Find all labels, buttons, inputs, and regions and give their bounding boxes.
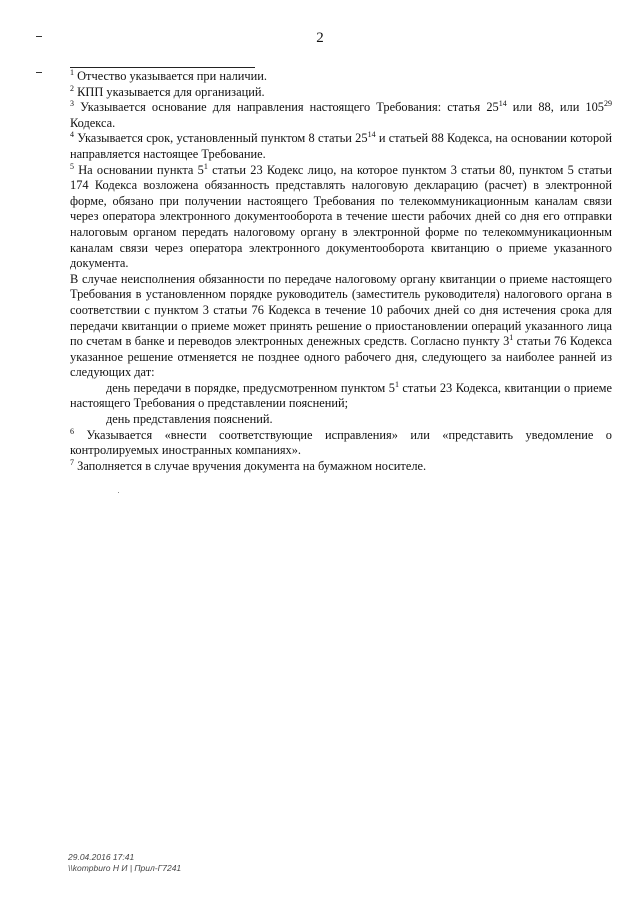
footnote-5-text-a: На основании пункта 5 xyxy=(78,162,204,177)
footnote-2 xyxy=(70,85,612,101)
footnote-4-text-a: Указывается срок, установленный пунктом 8 статьи 25 xyxy=(77,131,368,146)
footnote-5-item1-sup: 1 xyxy=(394,379,399,389)
footnote-3-text-c: Кодекса. xyxy=(70,115,116,130)
footnote-7-mark: 7 xyxy=(70,457,74,467)
margin-mark-top xyxy=(36,36,42,37)
footnote-2-mark: 2 xyxy=(70,83,74,93)
footnote-4 xyxy=(70,131,612,162)
footnote-4-sup-a: 14 xyxy=(367,130,376,140)
footnotes xyxy=(70,69,612,474)
footnote-5-sup-a: 1 xyxy=(203,161,208,171)
footnote-6-mark: 6 xyxy=(70,426,74,436)
footnote-3-mark: 3 xyxy=(70,99,74,109)
footnote-5-mark: 5 xyxy=(70,161,74,171)
footnote-6-text: Указывается «внести соответствующие исправления» или «представить уведомление о контролируемых иностранных компаниях». xyxy=(70,427,612,458)
footnote-5 xyxy=(70,163,612,272)
scan-stamp-line-2: \\kompburo Н И | Прил-Г7241 xyxy=(68,862,182,873)
footnote-5-item1-text-b: статьи 23 Кодекса, квитанции о приеме настоящего Требования о представлении пояснений; xyxy=(70,380,613,411)
footnote-5-para2-text-b: статьи 76 Кодекса указанное решение отменяется не позднее одного рабочего дня, следующего за наиболее ранней из следующих дат: xyxy=(70,334,612,380)
footnote-4-mark: 4 xyxy=(70,130,74,140)
footnote-3-sup-b: 29 xyxy=(604,99,612,109)
margin-mark-second xyxy=(36,72,42,73)
footnote-5-item2-text: день представления пояснений. xyxy=(106,412,273,427)
footnote-4-text-b: и статьей 88 Кодекса, на основании которой направляется настоящее Требование. xyxy=(70,131,612,161)
footnote-separator xyxy=(70,67,255,68)
footnote-5-paragraph-2 xyxy=(70,272,612,381)
footnote-7 xyxy=(70,459,612,475)
scan-speck xyxy=(118,492,119,493)
scan-stamp-line-1: 29.04.2016 17:41 xyxy=(68,852,135,862)
footnote-3 xyxy=(70,100,612,131)
footnote-2-text: КПП указывается для организаций. xyxy=(77,84,265,99)
scan-stamp xyxy=(68,852,181,873)
footnote-5-para2-text-a: В случае неисполнения обязанности по передаче налоговому органу квитанции о приеме настоящего Требования в установленном порядке руководитель (заместитель руководителя) налогового органа в соответствии с пунктом 3 статьи 76 Кодекса в течение 10 рабочих дней со дня истечения срока для передачи квитанции о приеме может принять решение о приостановлении операций указанного лица по счетам в банке и переводов электронных денежных средств. Согласно пункту 3 xyxy=(70,271,612,349)
footnote-1-text: Отчество указывается при наличии. xyxy=(77,69,267,83)
page-number: 2 xyxy=(316,30,324,46)
footnote-1 xyxy=(70,69,612,85)
footnote-5-para2-sup: 1 xyxy=(509,333,514,343)
footnote-1-mark: 1 xyxy=(70,68,74,77)
footnote-5-text-b: статьи 23 Кодекс лицо, на которое пунктом 3 статьи 80, пунктом 5 статьи 174 Кодекса возложена обязанность представлять налоговую декларацию (расчет) в электронной форме, обязано при получении настоящего Требования по телекоммуникационным каналам связи через оператора электронного документооборота в течение шести рабочих дней со дня его отправки налоговым органом передать налоговому органу в электронной форме по телекоммуникационным каналам связи через оператора электронного документооборота квитанцию о приеме указанного документа. xyxy=(70,162,612,271)
footnote-5-item-2 xyxy=(70,412,612,428)
footnote-3-text-a: Указывается основание для направления настоящего Требования: статья 25 xyxy=(80,100,499,115)
footnote-5-item1-text-a: день передачи в порядке, предусмотренном пунктом 5 xyxy=(106,380,395,395)
footnote-3-text-b: или 88, или 105 xyxy=(506,100,604,115)
footnote-6 xyxy=(70,428,612,459)
footnote-5-item-1 xyxy=(70,381,612,412)
footnote-7-text: Заполняется в случае вручения документа на бумажном носителе. xyxy=(77,458,427,473)
footnote-3-sup-a: 14 xyxy=(498,99,507,109)
